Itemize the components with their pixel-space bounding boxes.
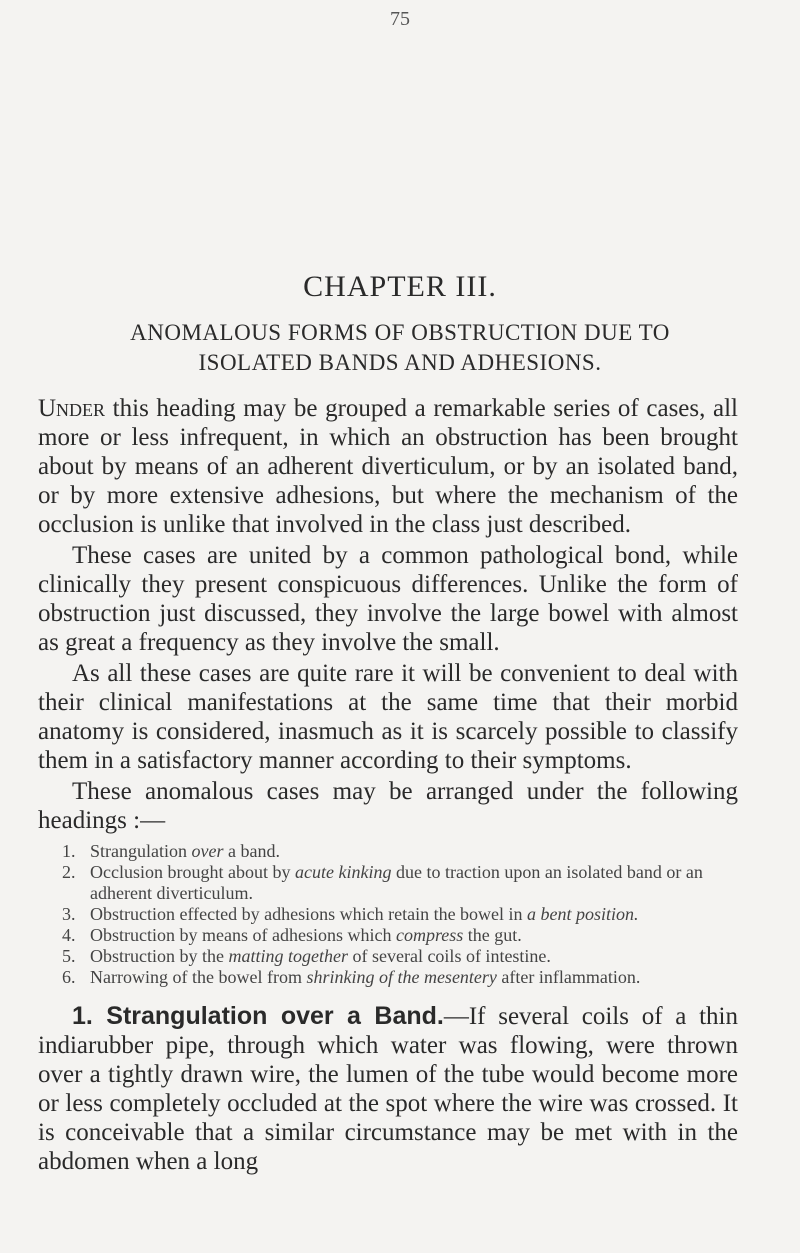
list-item-text: after inflammation. bbox=[496, 967, 641, 987]
section-paragraph bbox=[38, 1002, 738, 1176]
list-item-text: due to traction upon an isolated band or an adherent diverticulum. bbox=[90, 862, 703, 903]
list-item-emphasis: a bent position. bbox=[527, 904, 639, 924]
paragraph-1 bbox=[38, 394, 738, 539]
list-item-text: Occlusion brought about by bbox=[90, 862, 295, 882]
list-item-emphasis: over bbox=[191, 841, 224, 861]
drop-lead-word: Under bbox=[38, 395, 106, 422]
list-item-emphasis: compress bbox=[395, 925, 464, 945]
paragraph-1-text: this heading may be grouped a remarkable series of cases, all more or less infrequent, in which an obstruction has been brought about by means of an adherent diverticulum, or by an isolated band, or by more extensive adhesions, but where the mechanism of the occlusion is unlike that involved in the class just described. bbox=[38, 395, 738, 538]
list-item-number: 5. bbox=[62, 946, 76, 966]
list-item-emphasis: shrinking of the mesentery bbox=[306, 967, 497, 987]
list-item bbox=[38, 925, 738, 946]
list-item-number: 3. bbox=[62, 904, 76, 924]
list-item bbox=[38, 862, 738, 904]
section-text: —If several coils of a thin indiarubber pipe, through which water was flowing, were thrown over a tightly drawn wire, the lumen of the tube would become more or less completely occluded at the spot where the wire was crossed. It is conceivable that a similar circumstance may be met with in the abdomen when a long bbox=[38, 1003, 738, 1175]
headings-list bbox=[38, 841, 738, 988]
list-item-text: Obstruction effected by adhesions which retain the bowel in bbox=[90, 904, 528, 924]
list-item-emphasis: matting together bbox=[228, 946, 348, 966]
list-item bbox=[38, 967, 738, 988]
list-item-text: Obstruction by the bbox=[90, 946, 229, 966]
list-item-text: a band. bbox=[223, 841, 280, 861]
chapter-title: CHAPTER III. bbox=[303, 270, 497, 303]
section-heading: 1. Strangulation over a Band. bbox=[72, 1002, 444, 1030]
list-item bbox=[38, 841, 738, 862]
list-item-number: 1. bbox=[62, 841, 76, 861]
paragraph-4: These anomalous cases may be arranged under the following headings :— bbox=[38, 778, 738, 834]
list-item-text: Strangulation bbox=[90, 841, 192, 861]
chapter-subtitle: ANOMALOUS FORMS OF OBSTRUCTION DUE TO ISOLATED BANDS AND ADHESIONS. bbox=[130, 320, 670, 375]
body-text bbox=[38, 394, 738, 1178]
list-item-text: of several coils of intestine. bbox=[347, 946, 551, 966]
list-item bbox=[38, 904, 738, 925]
list-item-number: 2. bbox=[62, 862, 76, 882]
paragraph-2: These cases are united by a common pathological bond, while clinically they present conspicuous differences. Unlike the form of obstruction just discussed, they involve the large bowel with almost as great a frequency as they involve the small. bbox=[38, 542, 738, 656]
list-item-text: Narrowing of the bowel from bbox=[90, 967, 307, 987]
list-item-text: the gut. bbox=[463, 925, 522, 945]
list-item bbox=[38, 946, 738, 967]
paragraph-3: As all these cases are quite rare it will be convenient to deal with their clinical manifestations at the same time that their morbid anatomy is considered, inasmuch as it is scarcely possible to classify them in a satisfactory manner according to their symptoms. bbox=[38, 660, 738, 774]
page-number: 75 bbox=[390, 8, 410, 30]
list-item-emphasis: acute kinking bbox=[294, 862, 392, 882]
list-item-text: Obstruction by means of adhesions which bbox=[90, 925, 396, 945]
list-item-number: 4. bbox=[62, 925, 76, 945]
list-item-number: 6. bbox=[62, 967, 76, 987]
